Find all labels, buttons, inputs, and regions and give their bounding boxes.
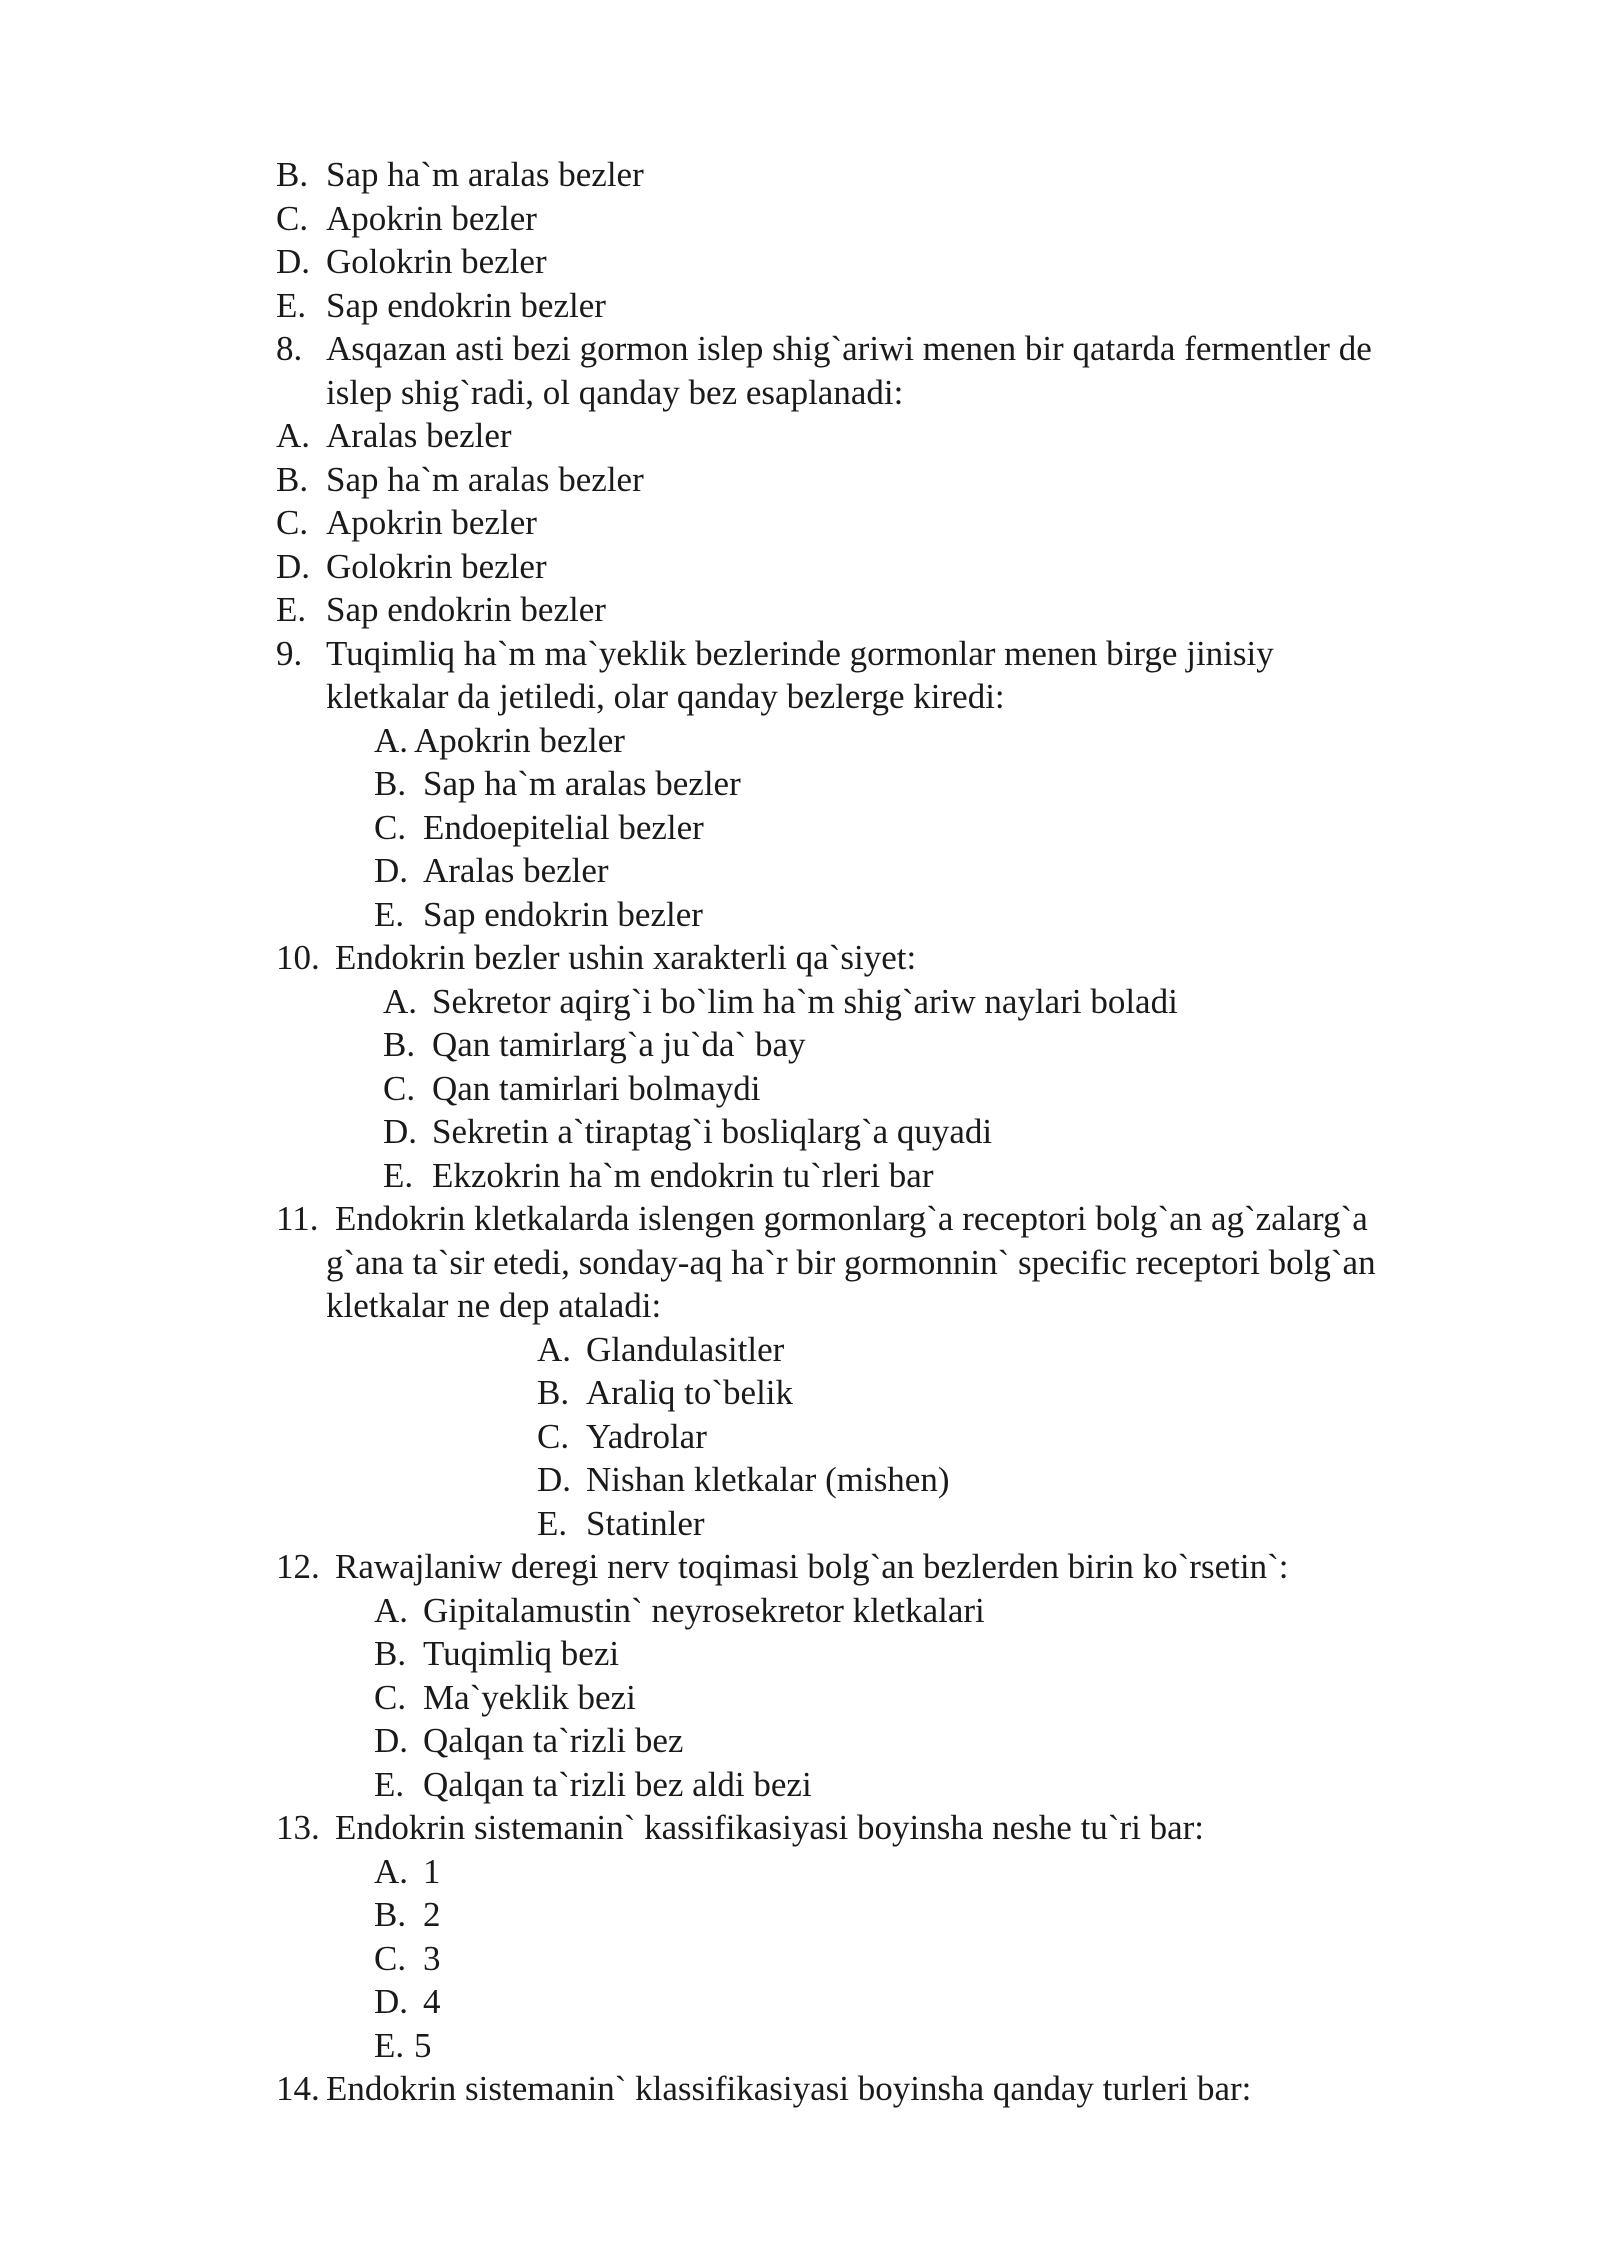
option-label: A. (374, 1851, 409, 1891)
option-text: Golokrin bezler (326, 242, 547, 281)
option-text: Qalqan ta`rizli bez aldi bezi (423, 1764, 812, 1804)
option-label: A. (374, 720, 409, 760)
option-label: D. (537, 1460, 572, 1499)
option-text: Aralas bezler (423, 851, 609, 890)
option-label: E. (374, 1764, 405, 1804)
option-text: Tuqimliq bezi (423, 1634, 620, 1673)
option-label: E. (374, 2025, 405, 2065)
question-number: 8. (276, 329, 303, 368)
option-label: E. (276, 285, 307, 325)
option-label: E. (383, 1155, 414, 1195)
option-label: B. (537, 1373, 570, 1412)
question-number: 11. (276, 1199, 319, 1238)
option-text: Gipitalamustin` neyrosekretor kletkalari (423, 1590, 985, 1630)
option-label: C. (537, 1416, 570, 1456)
option-label: B. (374, 1895, 407, 1934)
question-text: Endokrin sistemanin` kassifikasiyasi boyinsha neshe tu`ri bar: (335, 1808, 1205, 1847)
option-label: C. (374, 1677, 407, 1717)
question-text: Asqazan asti bezi gormon islep shig`ariwi menen bir qatarda fermentler de (326, 329, 1372, 368)
question-text: Tuqimliq ha`m ma`yeklik bezlerinde gormonlar menen birge jinisiy (326, 633, 1274, 673)
option-text: Apokrin bezler (326, 503, 537, 542)
option-label: C. (374, 1938, 407, 1978)
option-text: Golokrin bezler (326, 546, 547, 586)
option-label: A. (374, 1590, 409, 1630)
question-number: 9. (276, 633, 303, 673)
question-number: 12. (276, 1547, 320, 1586)
option-label: A. (276, 416, 311, 455)
option-label: C. (383, 1068, 416, 1108)
option-text: Araliq to`belik (586, 1373, 794, 1412)
option-label: D. (374, 1982, 409, 2021)
option-label: D. (276, 546, 311, 586)
option-text: Sekretor aqirg`i bo`lim ha`m shig`ariw naylari boladi (432, 981, 1178, 1021)
option-text: Sap endokrin bezler (326, 285, 606, 325)
question-text: Rawajlaniw deregi nerv toqimasi bolg`an bezlerden birin ko`rsetin`: (335, 1547, 1289, 1586)
option-label: E. (276, 590, 307, 629)
option-label: D. (374, 1721, 409, 1760)
option-text: Sekretin a`tiraptag`i bosliqlarg`a quyadi (432, 1112, 993, 1151)
option-text: Sap endokrin bezler (326, 590, 606, 629)
option-label: B. (276, 155, 309, 194)
option-label: C. (276, 198, 309, 238)
question-text: Endokrin kletkalarda islengen gormonlarg`a receptori bolg`an ag`zalarg`a (335, 1199, 1368, 1238)
option-label: B. (374, 764, 407, 803)
option-label: D. (383, 1112, 418, 1151)
option-label: B. (276, 459, 309, 499)
question-text: kletkalar ne dep ataladi: (326, 1286, 662, 1325)
option-label: A. (537, 1329, 572, 1369)
option-text: 5 (414, 2025, 432, 2065)
question-text: kletkalar da jetiledi, olar qanday bezlerge kiredi: (326, 677, 1005, 716)
option-label: D. (374, 851, 409, 890)
question-text: g`ana ta`sir etedi, sonday-aq ha`r bir gormonnin` specific receptori bolg`an (326, 1242, 1376, 1282)
option-label: B. (374, 1634, 407, 1673)
option-text: Statinler (586, 1503, 705, 1543)
option-text: Sap endokrin bezler (423, 894, 703, 934)
option-text: 1 (423, 1851, 441, 1891)
option-text: Glandulasitler (586, 1329, 785, 1369)
option-label: D. (276, 242, 311, 281)
option-label: C. (276, 503, 309, 542)
option-label: A. (383, 981, 418, 1021)
option-text: Ma`yeklik bezi (423, 1677, 636, 1717)
option-text: Sap ha`m aralas bezler (326, 459, 644, 499)
option-text: Qan tamirlari bolmaydi (432, 1068, 761, 1108)
question-text: islep shig`radi, ol qanday bez esaplanadi: (326, 372, 904, 412)
question-text: Endokrin sistemanin` klassifikasiyasi boyinsha qanday turleri bar: (326, 2069, 1252, 2108)
option-text: Aralas bezler (326, 416, 512, 455)
option-text: Ekzokrin ha`m endokrin tu`rleri bar (432, 1155, 934, 1195)
question-text: Endokrin bezler ushin xarakterli qa`siyet: (335, 938, 917, 977)
option-text: 2 (423, 1895, 441, 1934)
option-text: Sap ha`m aralas bezler (423, 764, 741, 803)
question-number: 14. (276, 2069, 320, 2108)
option-text: Qan tamirlarg`a ju`da` bay (432, 1025, 806, 1064)
option-label: B. (383, 1025, 416, 1064)
option-text: 4 (423, 1982, 441, 2021)
option-text: Qalqan ta`rizli bez (423, 1721, 684, 1760)
option-text: Endoepitelial bezler (423, 807, 704, 847)
question-number: 10. (276, 938, 320, 977)
option-label: C. (374, 807, 407, 847)
question-number: 13. (276, 1808, 320, 1847)
option-text: Apokrin bezler (414, 720, 625, 760)
option-label: E. (374, 894, 405, 934)
option-text: 3 (423, 1938, 441, 1978)
option-text: Sap ha`m aralas bezler (326, 155, 644, 194)
option-label: E. (537, 1503, 568, 1543)
option-text: Apokrin bezler (326, 198, 537, 238)
option-text: Yadrolar (586, 1416, 707, 1456)
option-text: Nishan kletkalar (mishen) (586, 1460, 950, 1499)
